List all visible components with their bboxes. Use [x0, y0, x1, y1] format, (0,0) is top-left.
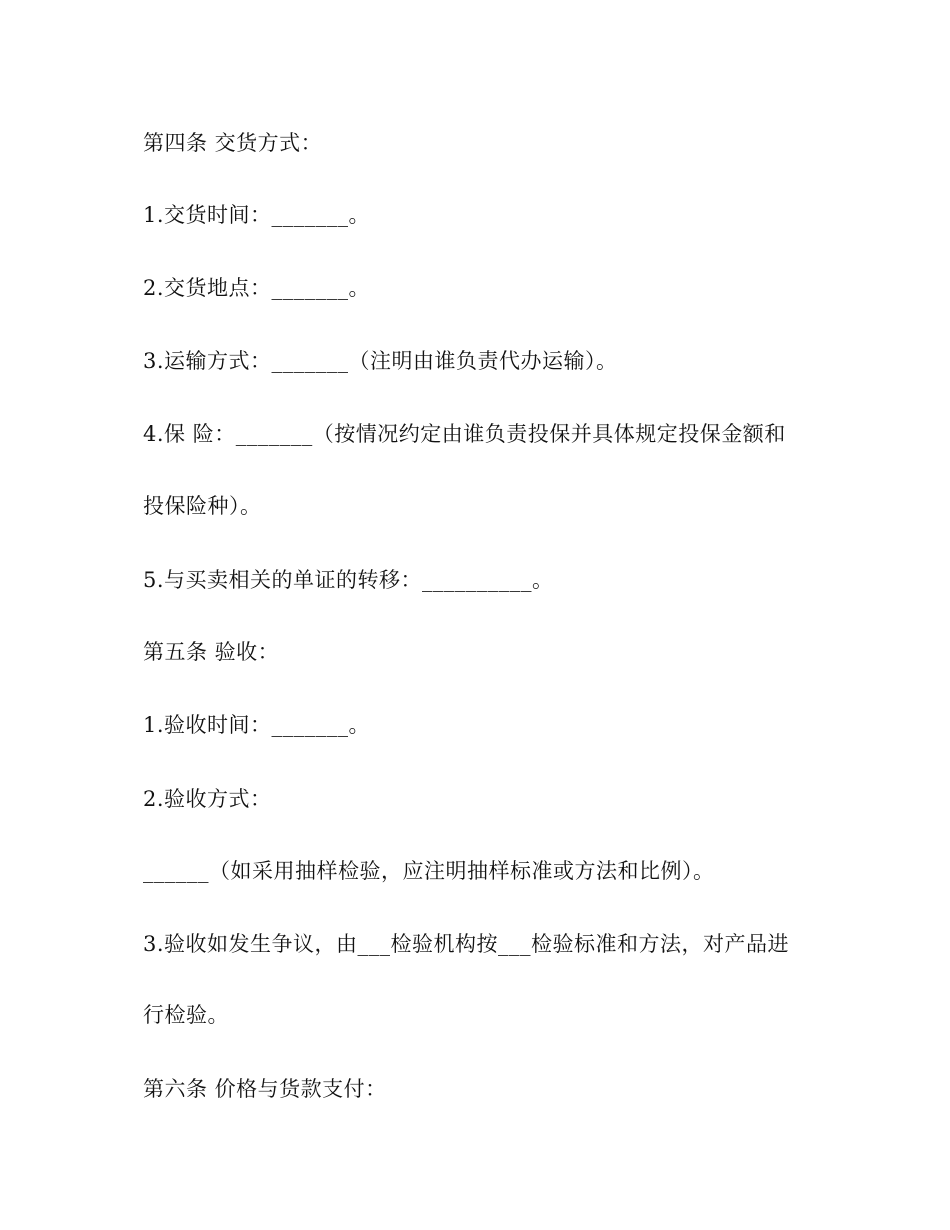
article-5-heading: 第五条 验收：	[143, 640, 280, 664]
article-6-heading: 第六条 价格与货款支付：	[143, 1077, 387, 1101]
inspection-method-clause: 2.验收方式：	[143, 787, 272, 811]
inspection-method-detail: ______（如采用抽样检验，应注明抽样标准或方法和比例）。	[143, 859, 715, 883]
inspection-dispute-cont: 行检验。	[143, 1003, 229, 1027]
transport-method-clause: 3.运输方式：_______（注明由谁负责代办运输）。	[143, 349, 618, 373]
article-4-heading: 第四条 交货方式：	[143, 131, 323, 155]
document-transfer-clause: 5.与买卖相关的单证的转移：__________。	[143, 568, 554, 592]
inspection-dispute-clause: 3.验收如发生争议，由___检验机构按___检验标准和方法，对产品进	[143, 932, 790, 956]
delivery-place-clause: 2.交货地点：_______。	[143, 276, 371, 300]
inspection-time-clause: 1.验收时间：_______。	[143, 713, 371, 737]
insurance-clause-cont: 投保险种）。	[143, 494, 262, 518]
insurance-clause: 4.保 险：_______（按情况约定由谁负责投保并具体规定投保金额和	[143, 422, 786, 446]
delivery-time-clause: 1.交货时间：_______。	[143, 203, 371, 227]
